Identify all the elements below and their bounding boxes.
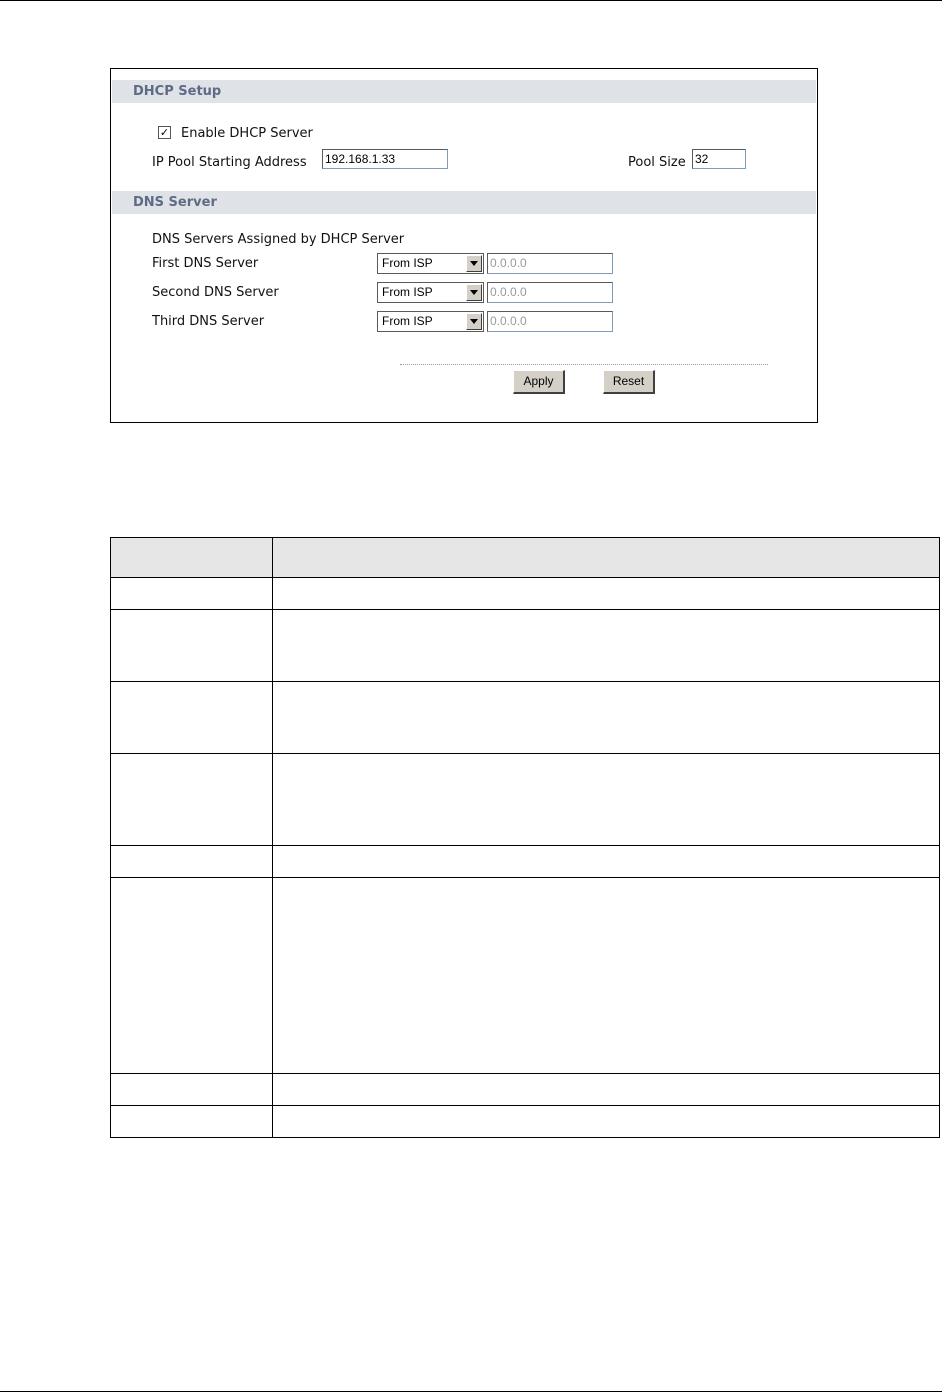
first-dns-address-input[interactable]: 0.0.0.0 <box>487 253 613 274</box>
table-cell <box>111 878 273 1074</box>
dhcp-setup-title: DHCP Setup <box>133 84 222 99</box>
ip-pool-start-input[interactable]: 192.168.1.33 <box>322 149 448 169</box>
second-dns-mode-value: From ISP <box>382 285 433 299</box>
chevron-down-icon[interactable] <box>466 284 482 301</box>
reset-button[interactable]: Reset <box>603 370 655 394</box>
table-cell <box>273 754 940 846</box>
table-cell <box>273 682 940 754</box>
page-top-rule <box>0 0 942 1</box>
third-dns-address-input[interactable]: 0.0.0.0 <box>487 311 613 332</box>
table-row <box>111 578 940 610</box>
table-row <box>111 846 940 878</box>
table-cell <box>111 1106 273 1138</box>
second-dns-label: Second DNS Server <box>152 285 279 300</box>
table-cell <box>273 578 940 610</box>
table-cell <box>273 1106 940 1138</box>
dns-server-header <box>112 191 816 214</box>
table-row <box>111 610 940 682</box>
chevron-down-icon[interactable] <box>466 313 482 330</box>
third-dns-label: Third DNS Server <box>152 314 265 329</box>
first-dns-mode-select[interactable] <box>377 253 484 274</box>
table-cell <box>273 878 940 1074</box>
button-divider <box>400 364 768 365</box>
table-cell <box>111 682 273 754</box>
table-cell <box>111 578 273 610</box>
table-row <box>111 1074 940 1106</box>
table-row <box>111 754 940 846</box>
checkmark-icon: ✓ <box>159 126 170 139</box>
pool-size-input[interactable]: 32 <box>692 149 746 169</box>
page-bottom-rule <box>0 1391 942 1392</box>
table-cell <box>111 1074 273 1106</box>
table-cell <box>111 846 273 878</box>
first-dns-label: First DNS Server <box>152 256 259 271</box>
first-dns-mode-value: From ISP <box>382 256 433 270</box>
third-dns-mode-select[interactable] <box>377 311 484 332</box>
table-row <box>111 878 940 1074</box>
apply-button[interactable]: Apply <box>513 370 565 394</box>
ip-pool-label: IP Pool Starting Address <box>152 155 307 170</box>
third-dns-mode-value: From ISP <box>382 314 433 328</box>
table-cell <box>111 754 273 846</box>
dns-assigned-label: DNS Servers Assigned by DHCP Server <box>152 232 405 247</box>
dns-server-title: DNS Server <box>133 195 217 210</box>
enable-dhcp-checkbox[interactable] <box>158 126 171 139</box>
dhcp-settings-panel <box>110 68 818 423</box>
table-cell <box>273 1074 940 1106</box>
enable-dhcp-label: Enable DHCP Server <box>181 126 313 141</box>
table-header-cell <box>273 538 940 578</box>
second-dns-mode-select[interactable] <box>377 282 484 303</box>
second-dns-address-input[interactable]: 0.0.0.0 <box>487 282 613 303</box>
table-cell <box>273 610 940 682</box>
table-row <box>111 682 940 754</box>
table-row <box>111 1106 940 1138</box>
field-description-table <box>110 537 940 1138</box>
chevron-down-icon[interactable] <box>466 255 482 272</box>
table-cell <box>111 610 273 682</box>
pool-size-label: Pool Size <box>628 155 686 170</box>
dhcp-setup-header <box>112 80 816 103</box>
table-header-row <box>111 538 940 578</box>
table-cell <box>273 846 940 878</box>
table-header-cell <box>111 538 273 578</box>
